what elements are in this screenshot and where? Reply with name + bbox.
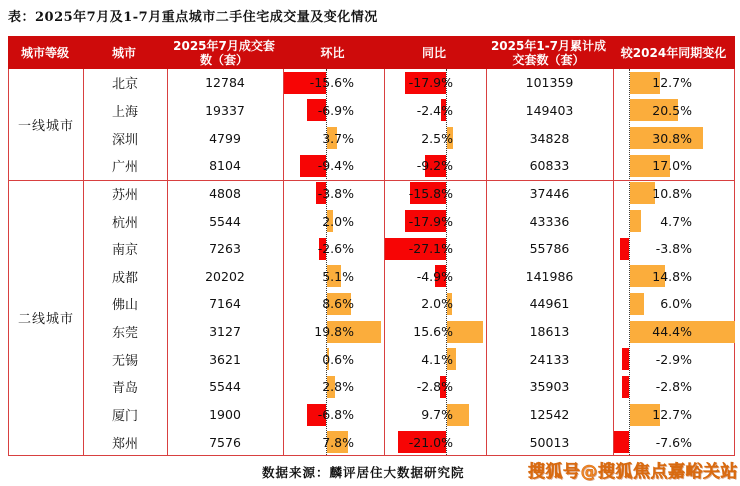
bar-cell <box>283 180 384 208</box>
percent-value: 14.8% <box>652 268 692 284</box>
column-header: 同比 <box>421 45 446 60</box>
percent-value: 17.0% <box>652 158 692 174</box>
july-units: 3127 <box>209 324 241 340</box>
bar-cell <box>613 152 736 180</box>
table-row <box>83 401 736 429</box>
city-name: 青岛 <box>111 381 138 397</box>
city-name: 苏州 <box>111 187 138 203</box>
city-name: 佛山 <box>111 298 138 314</box>
percent-value: 4.1% <box>421 351 453 367</box>
column-grid-line <box>283 69 284 455</box>
bar-cell <box>384 290 486 318</box>
bar-cell <box>283 152 384 180</box>
table-row <box>83 124 736 152</box>
city-name: 郑州 <box>111 436 138 452</box>
percent-value: -7.6% <box>655 434 692 450</box>
bar-cell <box>283 235 384 263</box>
percent-value: 20.5% <box>652 102 692 118</box>
bar-cell <box>283 345 384 373</box>
bar-cell <box>613 345 736 373</box>
tier-label: 二线城市 <box>17 312 74 328</box>
percent-value: 5.1% <box>322 268 354 284</box>
bar-cell <box>613 318 736 346</box>
percent-value: 2.0% <box>322 213 354 229</box>
column-grid-line <box>167 69 168 455</box>
column-header: 环比 <box>320 45 345 60</box>
percent-value: 0.6% <box>322 351 354 367</box>
column-header: 城市等级 <box>20 45 69 60</box>
bar-cell <box>613 97 736 125</box>
percent-value: -21.0% <box>408 434 453 450</box>
bar-cell <box>613 180 736 208</box>
percent-value: -3.8% <box>317 185 354 201</box>
percent-value: 8.6% <box>322 296 354 312</box>
bar-cell <box>384 318 486 346</box>
bar-cell <box>613 124 736 152</box>
bar-cell <box>384 401 486 429</box>
column-grid-line <box>384 69 385 455</box>
bar-cell <box>384 180 486 208</box>
percent-value: 7.8% <box>322 434 354 450</box>
table-body <box>9 69 734 455</box>
july-units: 3621 <box>209 351 241 367</box>
table-row <box>83 290 736 318</box>
table-header-row <box>8 36 735 69</box>
tier-label: 一线城市 <box>17 118 74 134</box>
table-row <box>83 152 736 180</box>
city-name: 厦门 <box>111 409 138 425</box>
bar-cell <box>384 97 486 125</box>
bar-cell <box>283 69 384 97</box>
cumulative-units: 43336 <box>529 213 570 229</box>
bar-cell <box>384 373 486 401</box>
bar-cell <box>613 428 736 456</box>
cumulative-units: 141986 <box>525 268 574 284</box>
table-row <box>83 69 736 97</box>
bar-cell <box>613 401 736 429</box>
percent-value: -15.8% <box>408 185 453 201</box>
bar-cell <box>283 207 384 235</box>
percent-value: -6.9% <box>317 102 354 118</box>
cumulative-units: 101359 <box>525 75 574 91</box>
percent-value: 12.7% <box>652 75 692 91</box>
city-name: 北京 <box>111 77 138 93</box>
bar-cell <box>613 235 736 263</box>
city-name: 成都 <box>111 270 138 286</box>
july-units: 4799 <box>209 130 241 146</box>
bar-cell <box>613 69 736 97</box>
bar-cell <box>283 428 384 456</box>
percent-value: -9.4% <box>317 158 354 174</box>
table-row <box>83 428 736 456</box>
july-units: 20202 <box>205 268 245 284</box>
city-name: 南京 <box>111 243 138 259</box>
column-grid-line <box>613 69 614 455</box>
percent-value: 4.7% <box>660 213 692 229</box>
percent-value: 10.8% <box>652 185 692 201</box>
cumulative-units: 34828 <box>529 130 570 146</box>
city-name: 广州 <box>111 160 138 176</box>
bar-cell <box>384 124 486 152</box>
percent-value: -3.8% <box>655 241 692 257</box>
percent-value: 19.8% <box>314 324 354 340</box>
july-units: 19337 <box>205 102 245 118</box>
july-units: 8104 <box>209 158 241 174</box>
column-header: 2025年7月成交套数（套） <box>173 38 275 67</box>
cumulative-units: 37446 <box>529 185 570 201</box>
bar-cell <box>613 263 736 291</box>
cumulative-units: 44961 <box>529 296 570 312</box>
bar-cell <box>283 263 384 291</box>
percent-value: 6.0% <box>660 296 692 312</box>
table-title: 表：2025年7月及1-7月重点城市二手住宅成交量及变化情况 <box>8 10 378 25</box>
percent-value: 2.0% <box>421 296 453 312</box>
percent-value: 2.8% <box>322 379 354 395</box>
percent-value: -17.9% <box>408 213 453 229</box>
percent-value: -6.8% <box>317 407 354 423</box>
bar-cell <box>384 345 486 373</box>
percent-value: -2.8% <box>416 379 453 395</box>
column-header: 较2024年同期变化 <box>620 45 727 60</box>
cumulative-units: 149403 <box>525 102 574 118</box>
percent-value: 3.7% <box>322 130 354 146</box>
percent-value: -17.9% <box>408 75 453 91</box>
percent-value: -2.4% <box>416 102 453 118</box>
table-row <box>83 345 736 373</box>
city-name: 杭州 <box>111 215 138 231</box>
bar-cell <box>384 263 486 291</box>
city-name: 东莞 <box>111 326 138 342</box>
column-header: 城市 <box>111 45 136 60</box>
bar-cell <box>283 97 384 125</box>
cumulative-units: 35903 <box>529 379 570 395</box>
bar-cell <box>283 318 384 346</box>
percent-value: 9.7% <box>421 407 453 423</box>
bar-cell <box>613 290 736 318</box>
percent-value: -4.9% <box>416 268 453 284</box>
cumulative-units: 50013 <box>529 434 570 450</box>
watermark-text: 搜狐号@搜狐焦点嘉峪关站 <box>528 462 738 482</box>
july-units: 12784 <box>205 75 245 91</box>
table-row <box>83 207 736 235</box>
percent-value: -2.8% <box>655 379 692 395</box>
july-units: 7263 <box>209 241 241 257</box>
percent-value: 15.6% <box>413 324 453 340</box>
table-row <box>83 318 736 346</box>
cumulative-units: 55786 <box>529 241 570 257</box>
tier-divider-line <box>9 180 734 181</box>
bar-cell <box>384 428 486 456</box>
percent-value: -9.2% <box>416 158 453 174</box>
percent-value: 30.8% <box>652 130 692 146</box>
bar-cell <box>384 152 486 180</box>
column-grid-line <box>486 69 487 455</box>
bar-cell <box>613 207 736 235</box>
july-units: 5544 <box>209 379 241 395</box>
percent-value: -2.9% <box>655 351 692 367</box>
bar-cell <box>283 290 384 318</box>
july-units: 4808 <box>209 185 241 201</box>
july-units: 5544 <box>209 213 241 229</box>
city-name: 深圳 <box>111 132 138 148</box>
city-name: 无锡 <box>111 353 138 369</box>
cumulative-units: 60833 <box>529 158 570 174</box>
bar-cell <box>384 207 486 235</box>
percent-value: -15.6% <box>309 75 354 91</box>
percent-value: -2.6% <box>317 241 354 257</box>
bar-cell <box>613 373 736 401</box>
percent-value: 44.4% <box>652 324 692 340</box>
cumulative-units: 24133 <box>529 351 570 367</box>
table-row <box>83 263 736 291</box>
cumulative-units: 18613 <box>529 324 570 340</box>
july-units: 7164 <box>209 296 241 312</box>
table-row <box>83 180 736 208</box>
city-name: 上海 <box>111 104 138 120</box>
column-grid-line <box>83 69 84 455</box>
bar-cell <box>384 235 486 263</box>
percent-value: -27.1% <box>408 241 453 257</box>
table-row <box>83 97 736 125</box>
data-table <box>8 36 735 456</box>
percent-value: 12.7% <box>652 407 692 423</box>
bar-cell <box>283 373 384 401</box>
bar-cell <box>283 401 384 429</box>
july-units: 7576 <box>209 434 241 450</box>
column-header: 2025年1-7月累计成交套数（套） <box>490 38 607 67</box>
table-row <box>83 235 736 263</box>
cumulative-units: 12542 <box>529 407 570 423</box>
percent-value: 2.5% <box>421 130 453 146</box>
july-units: 1900 <box>209 407 241 423</box>
bar-cell <box>283 124 384 152</box>
bar-cell <box>384 69 486 97</box>
data-source-caption: 数据来源：麟评居住大数据研究院 <box>262 465 465 480</box>
table-row <box>83 373 736 401</box>
